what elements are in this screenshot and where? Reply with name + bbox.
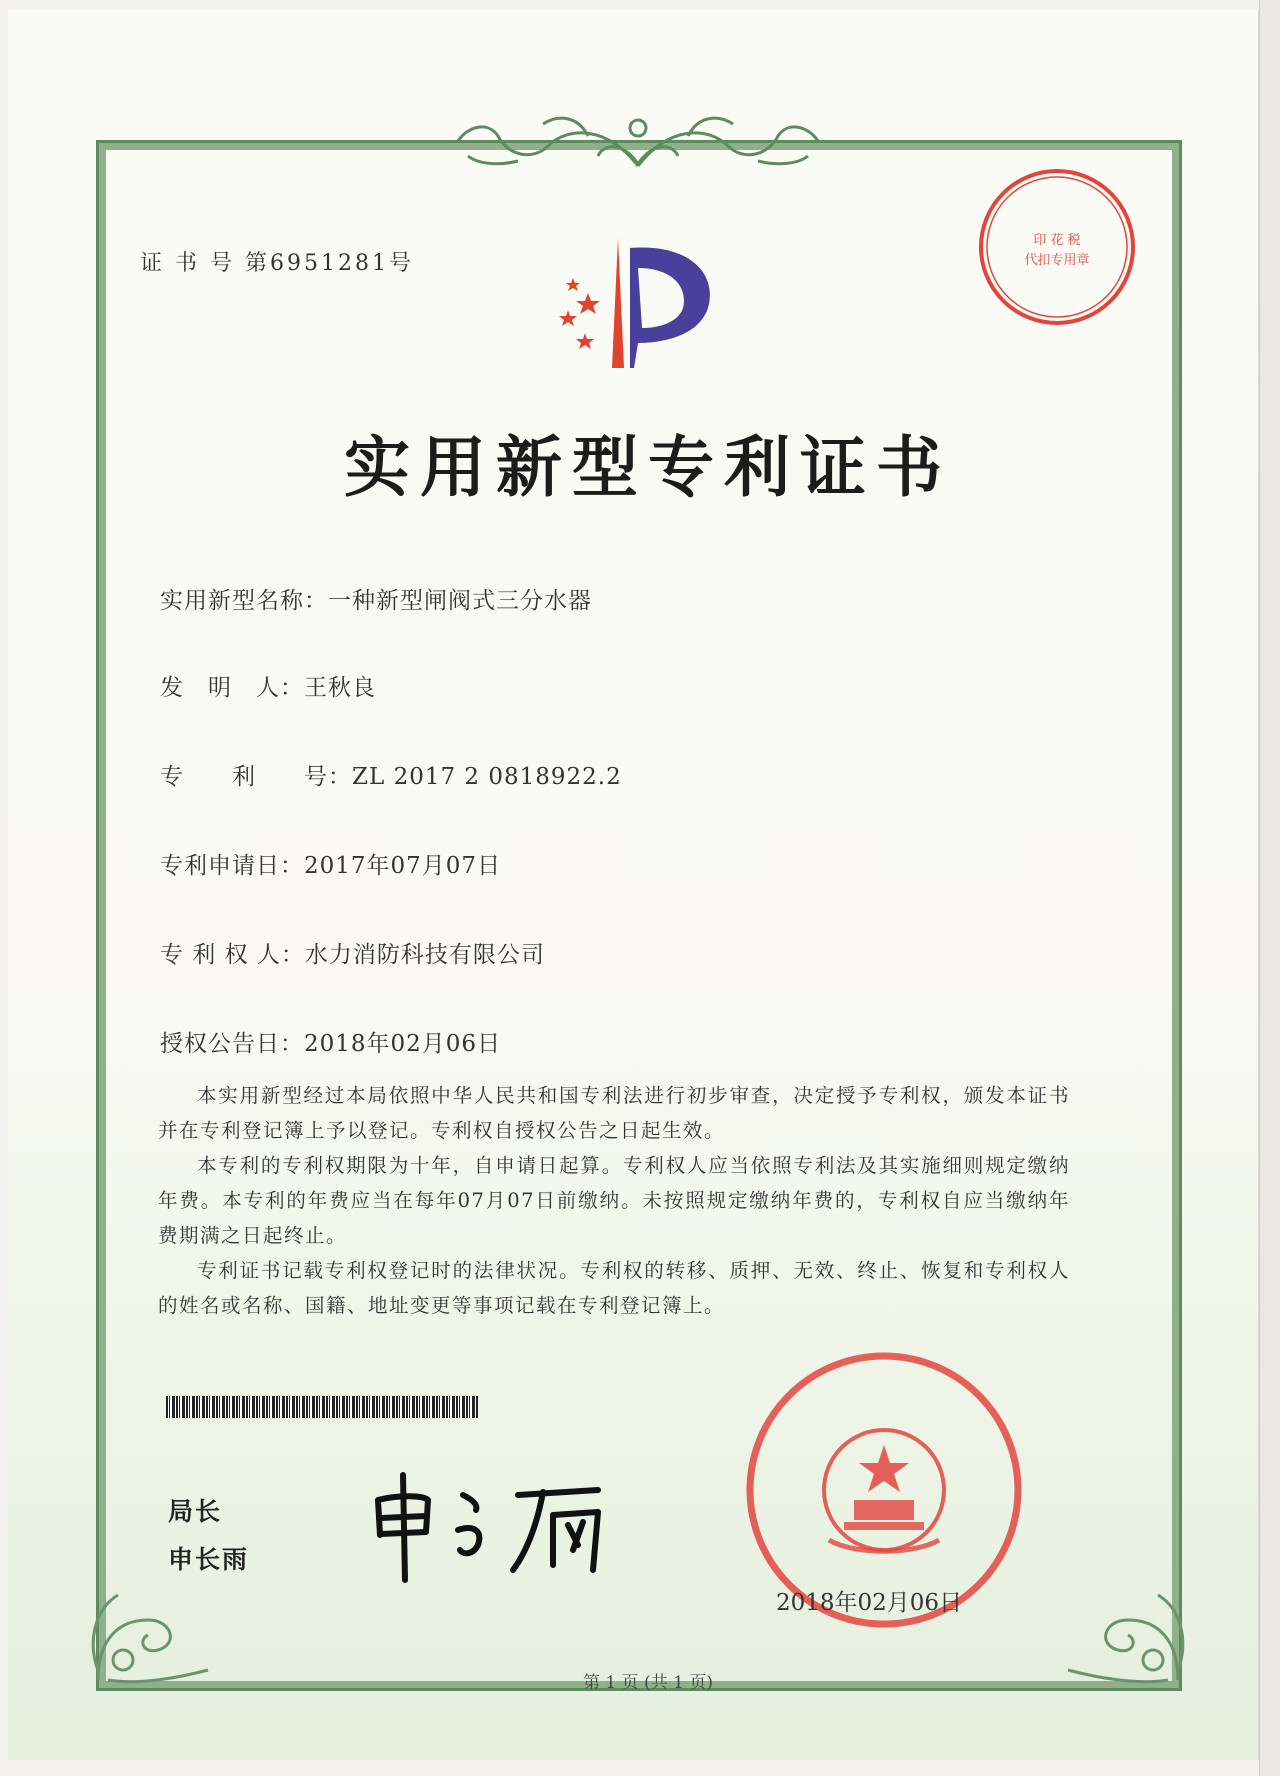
certificate-sheet bbox=[8, 10, 1258, 1760]
patent-office-logo bbox=[538, 228, 738, 378]
tax-seal bbox=[976, 166, 1138, 328]
paragraph: 本实用新型经过本局依照中华人民共和国专利法进行初步审查，决定授予专利权，颁发本证书并在专利登记簿上予以登记。专利权自授权公告之日起生效。 bbox=[158, 1084, 1070, 1142]
grant-date: 授权公告日：2018年02月06日 bbox=[160, 1031, 502, 1057]
page-edge bbox=[1259, 0, 1280, 1776]
inventor: 发 明 人：王秋良 bbox=[160, 675, 376, 701]
svg-text:代扣专用章: 代扣专用章 bbox=[1024, 253, 1090, 268]
paragraph: 本专利的专利权期限为十年，自申请日起算。专利权人应当依照专利法及其实施细则规定缴纳年费。本专利的年费应当在每年07月07日前缴纳。未按照规定缴纳年费的，专利权自应当缴纳年费期满之日起终止。 bbox=[158, 1154, 1070, 1247]
handwritten-signature bbox=[368, 1460, 638, 1590]
signatory-name: 申长雨 bbox=[168, 1545, 250, 1574]
signatory-role: 局长 bbox=[168, 1497, 223, 1526]
certificate-number: 证 书 号 第6951281号 bbox=[140, 251, 414, 276]
paragraph: 专利证书记载专利权登记时的法律状况。专利权的转移、质押、无效、终止、恢复和专利权人的姓名或名称、国籍、地址变更等事项记载在专利登记簿上。 bbox=[158, 1259, 1070, 1317]
barcode bbox=[166, 1396, 478, 1418]
patentee: 专 利 权 人：水力消防科技有限公司 bbox=[160, 942, 545, 968]
top-ornament bbox=[438, 106, 838, 174]
svg-text:印 花 税: 印 花 税 bbox=[1033, 233, 1081, 248]
certificate-body bbox=[158, 1078, 1070, 1323]
certificate-title: 实用新型专利证书 bbox=[344, 428, 952, 506]
issue-date: 2018年02月06日 bbox=[776, 1590, 963, 1616]
page-indicator: 第 1 页 (共 1 页) bbox=[583, 1673, 713, 1693]
patent-number: 专 利 号：ZL 2017 2 0818922.2 bbox=[160, 764, 622, 790]
utility-model-name: 实用新型名称：一种新型闸阀式三分水器 bbox=[160, 588, 592, 614]
filing-date: 专利申请日：2017年07月07日 bbox=[160, 853, 502, 879]
